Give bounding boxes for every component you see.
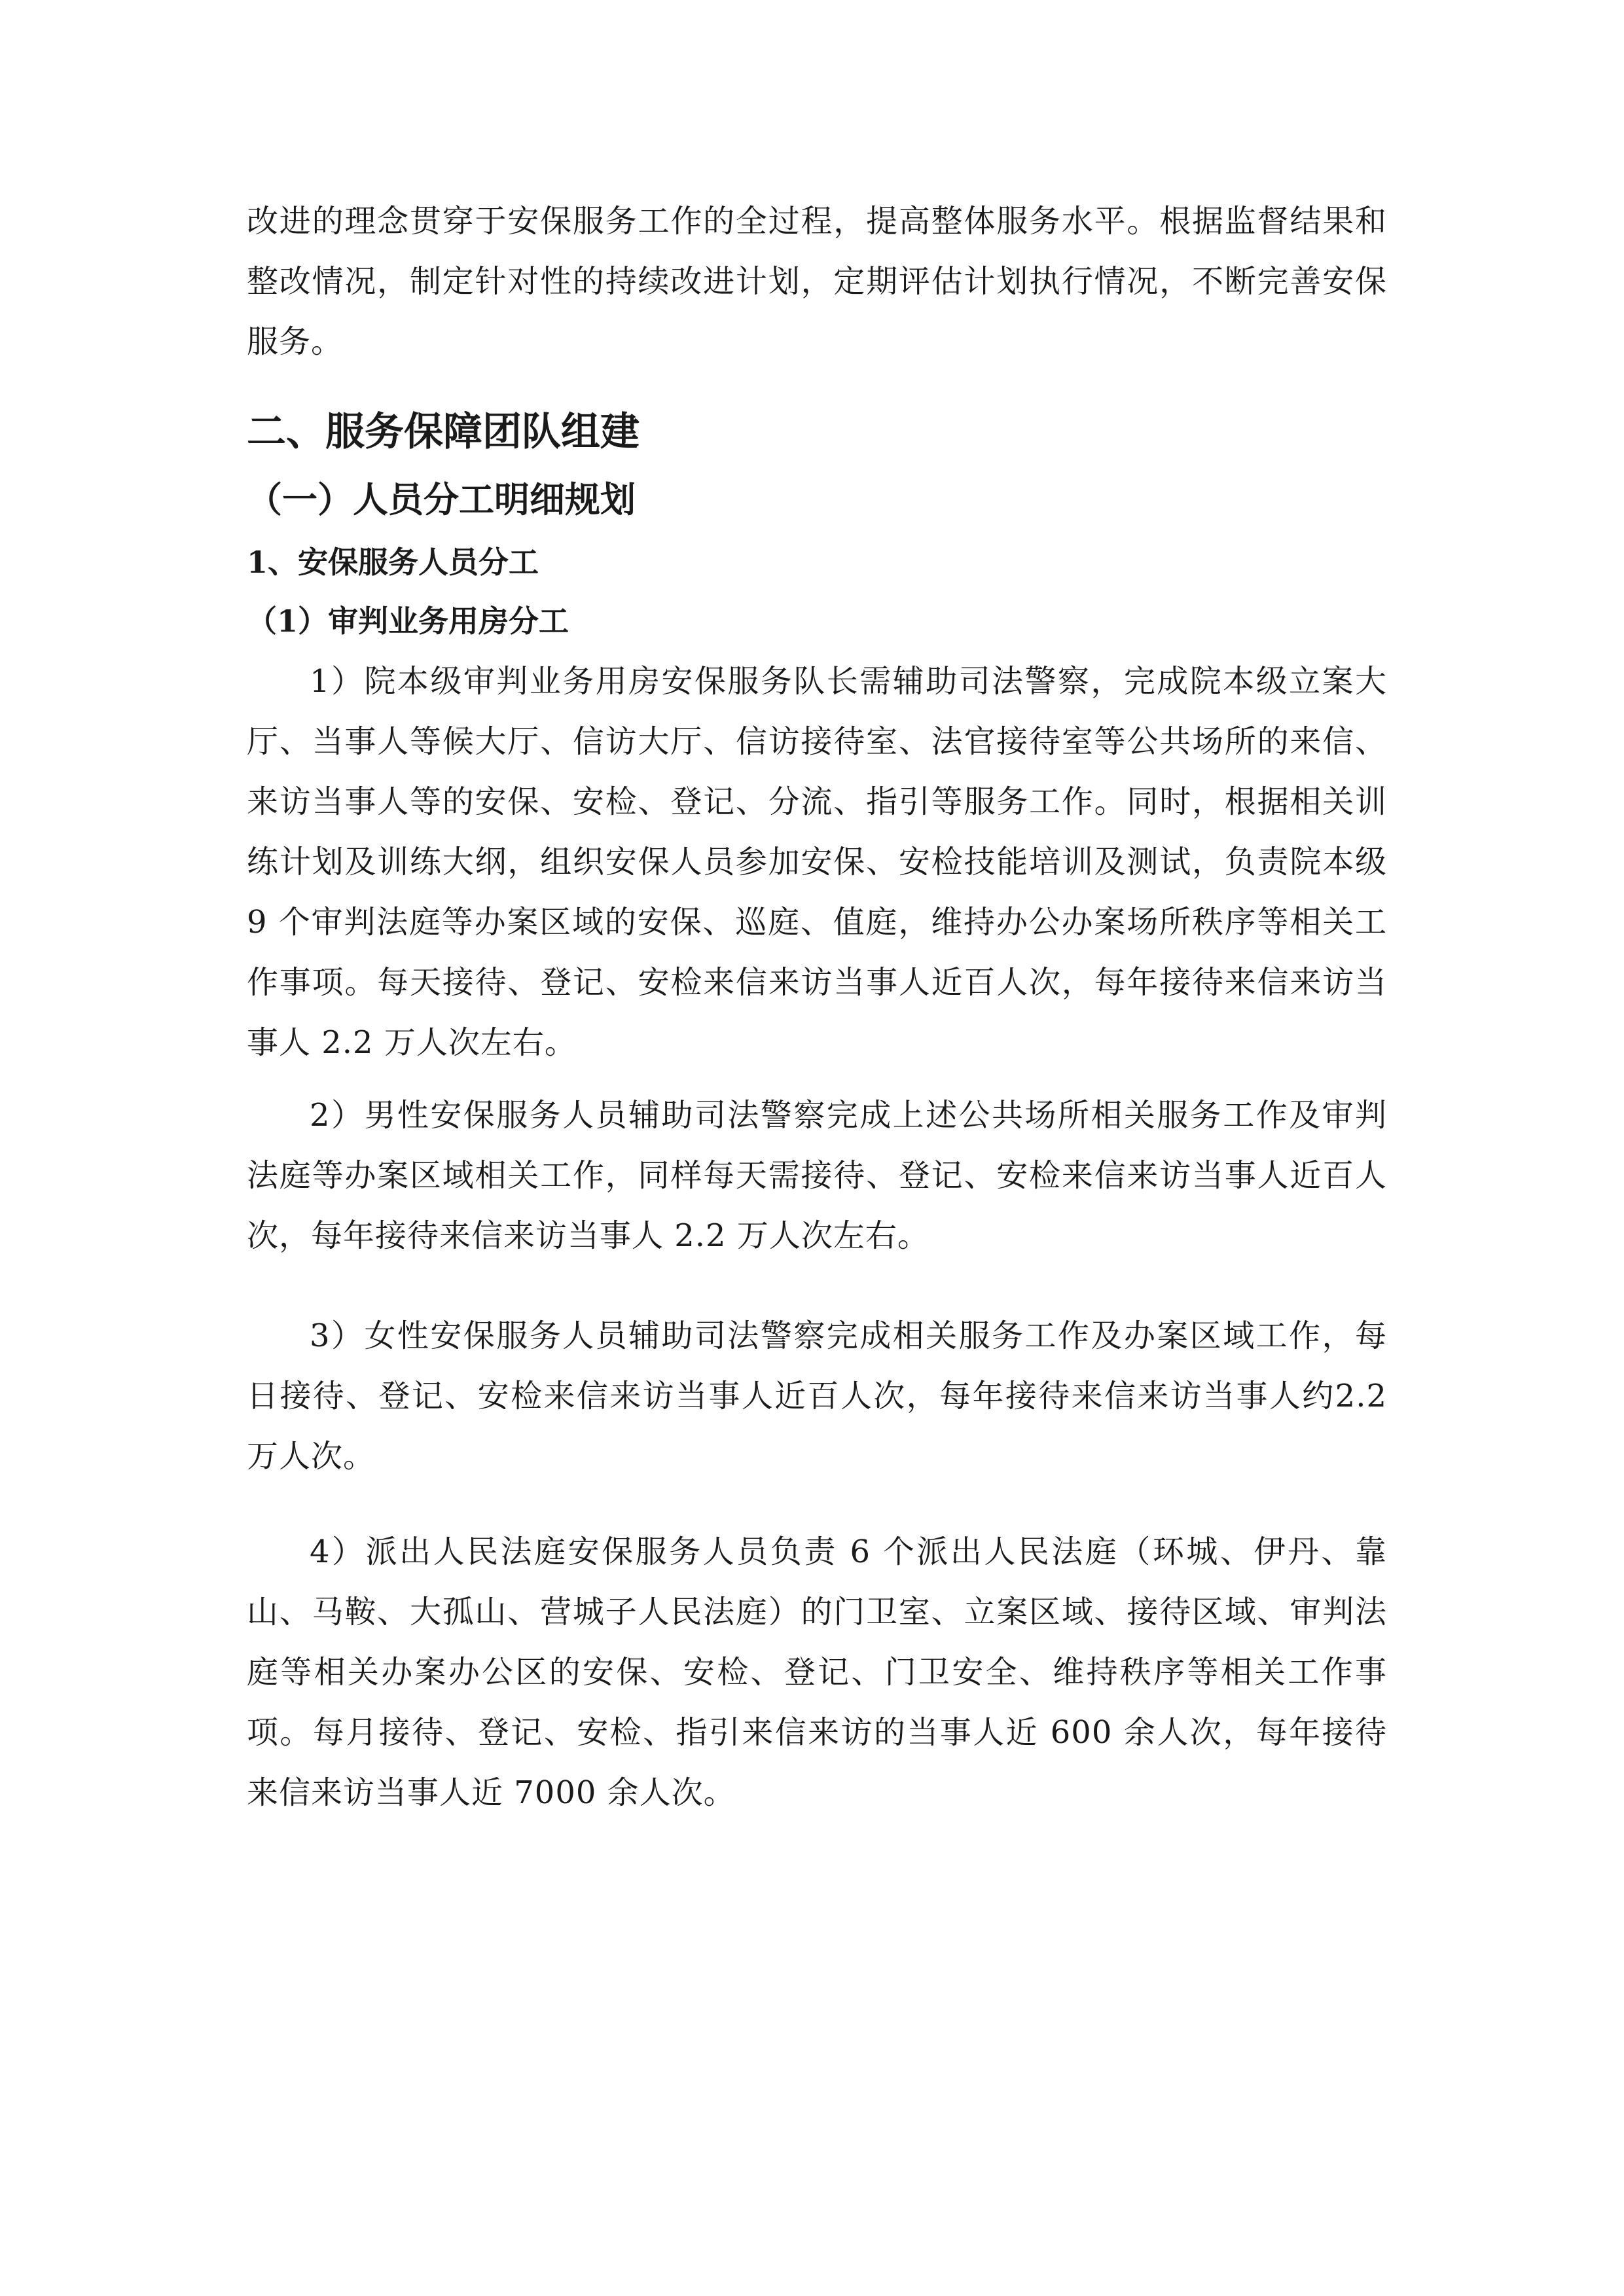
section-heading: 二、服务保障团队组建 bbox=[247, 409, 640, 455]
body-paragraph-2: 2）男性安保服务人员辅助司法警察完成上述公共场所相关服务工作及审判法庭等办案区域相关工作，同样每天需接待、登记、安检来信来访当事人近百人次，每年接待来信来访当事人 2.2 万人次左右。 bbox=[247, 1097, 1387, 1254]
item-heading: 1、安保服务人员分工 bbox=[247, 545, 539, 580]
subsection-heading: （一）人员分工明细规划 bbox=[247, 478, 636, 520]
body-paragraph-1: 1）院本级审判业务用房安保服务队长需辅助司法警察，完成院本级立案大厅、当事人等候大厅、信访大厅、信访接待室、法官接待室等公共场所的来信、来访当事人等的安保、安检、登记、分流、指引等服务工作。同时，根据相关训练计划及训练大纲，组织安保人员参加安保、安检技能培训及测试，负责院本级 9 个审判法庭等办案区域的安保、巡庭、值庭，维持办公办案场所秩序等相关工作事项。每天接待、登记、安检来信来访当事人近百人次，每年接待来信来访当事人 2.2 万人次左右。 bbox=[247, 663, 1387, 1061]
subitem-heading: （1）审判业务用房分工 bbox=[247, 603, 569, 639]
body-paragraph-4: 4）派出人民法庭安保服务人员负责 6 个派出人民法庭（环城、伊丹、靠山、马鞍、大孤山、营城子人民法庭）的门卫室、立案区域、接待区域、审判法庭等相关办案办公区的安保、安检、登记、门卫安全、维持秩序等相关工作事项。每月接待、登记、安检、指引来信来访的当事人近 600 余人次，每年接待来信来访当事人近 7000 余人次。 bbox=[247, 1534, 1387, 1811]
body-paragraph-3: 3）女性安保服务人员辅助司法警察完成相关服务工作及办案区域工作，每日接待、登记、安检来信来访当事人近百人次，每年接待来信来访当事人约2.2 万人次。 bbox=[247, 1318, 1387, 1475]
intro-paragraph: 改进的理念贯穿于安保服务工作的全过程，提高整体服务水平。根据监督结果和整改情况，制定针对性的持续改进计划，定期评估计划执行情况，不断完善安保服务。 bbox=[247, 203, 1387, 360]
